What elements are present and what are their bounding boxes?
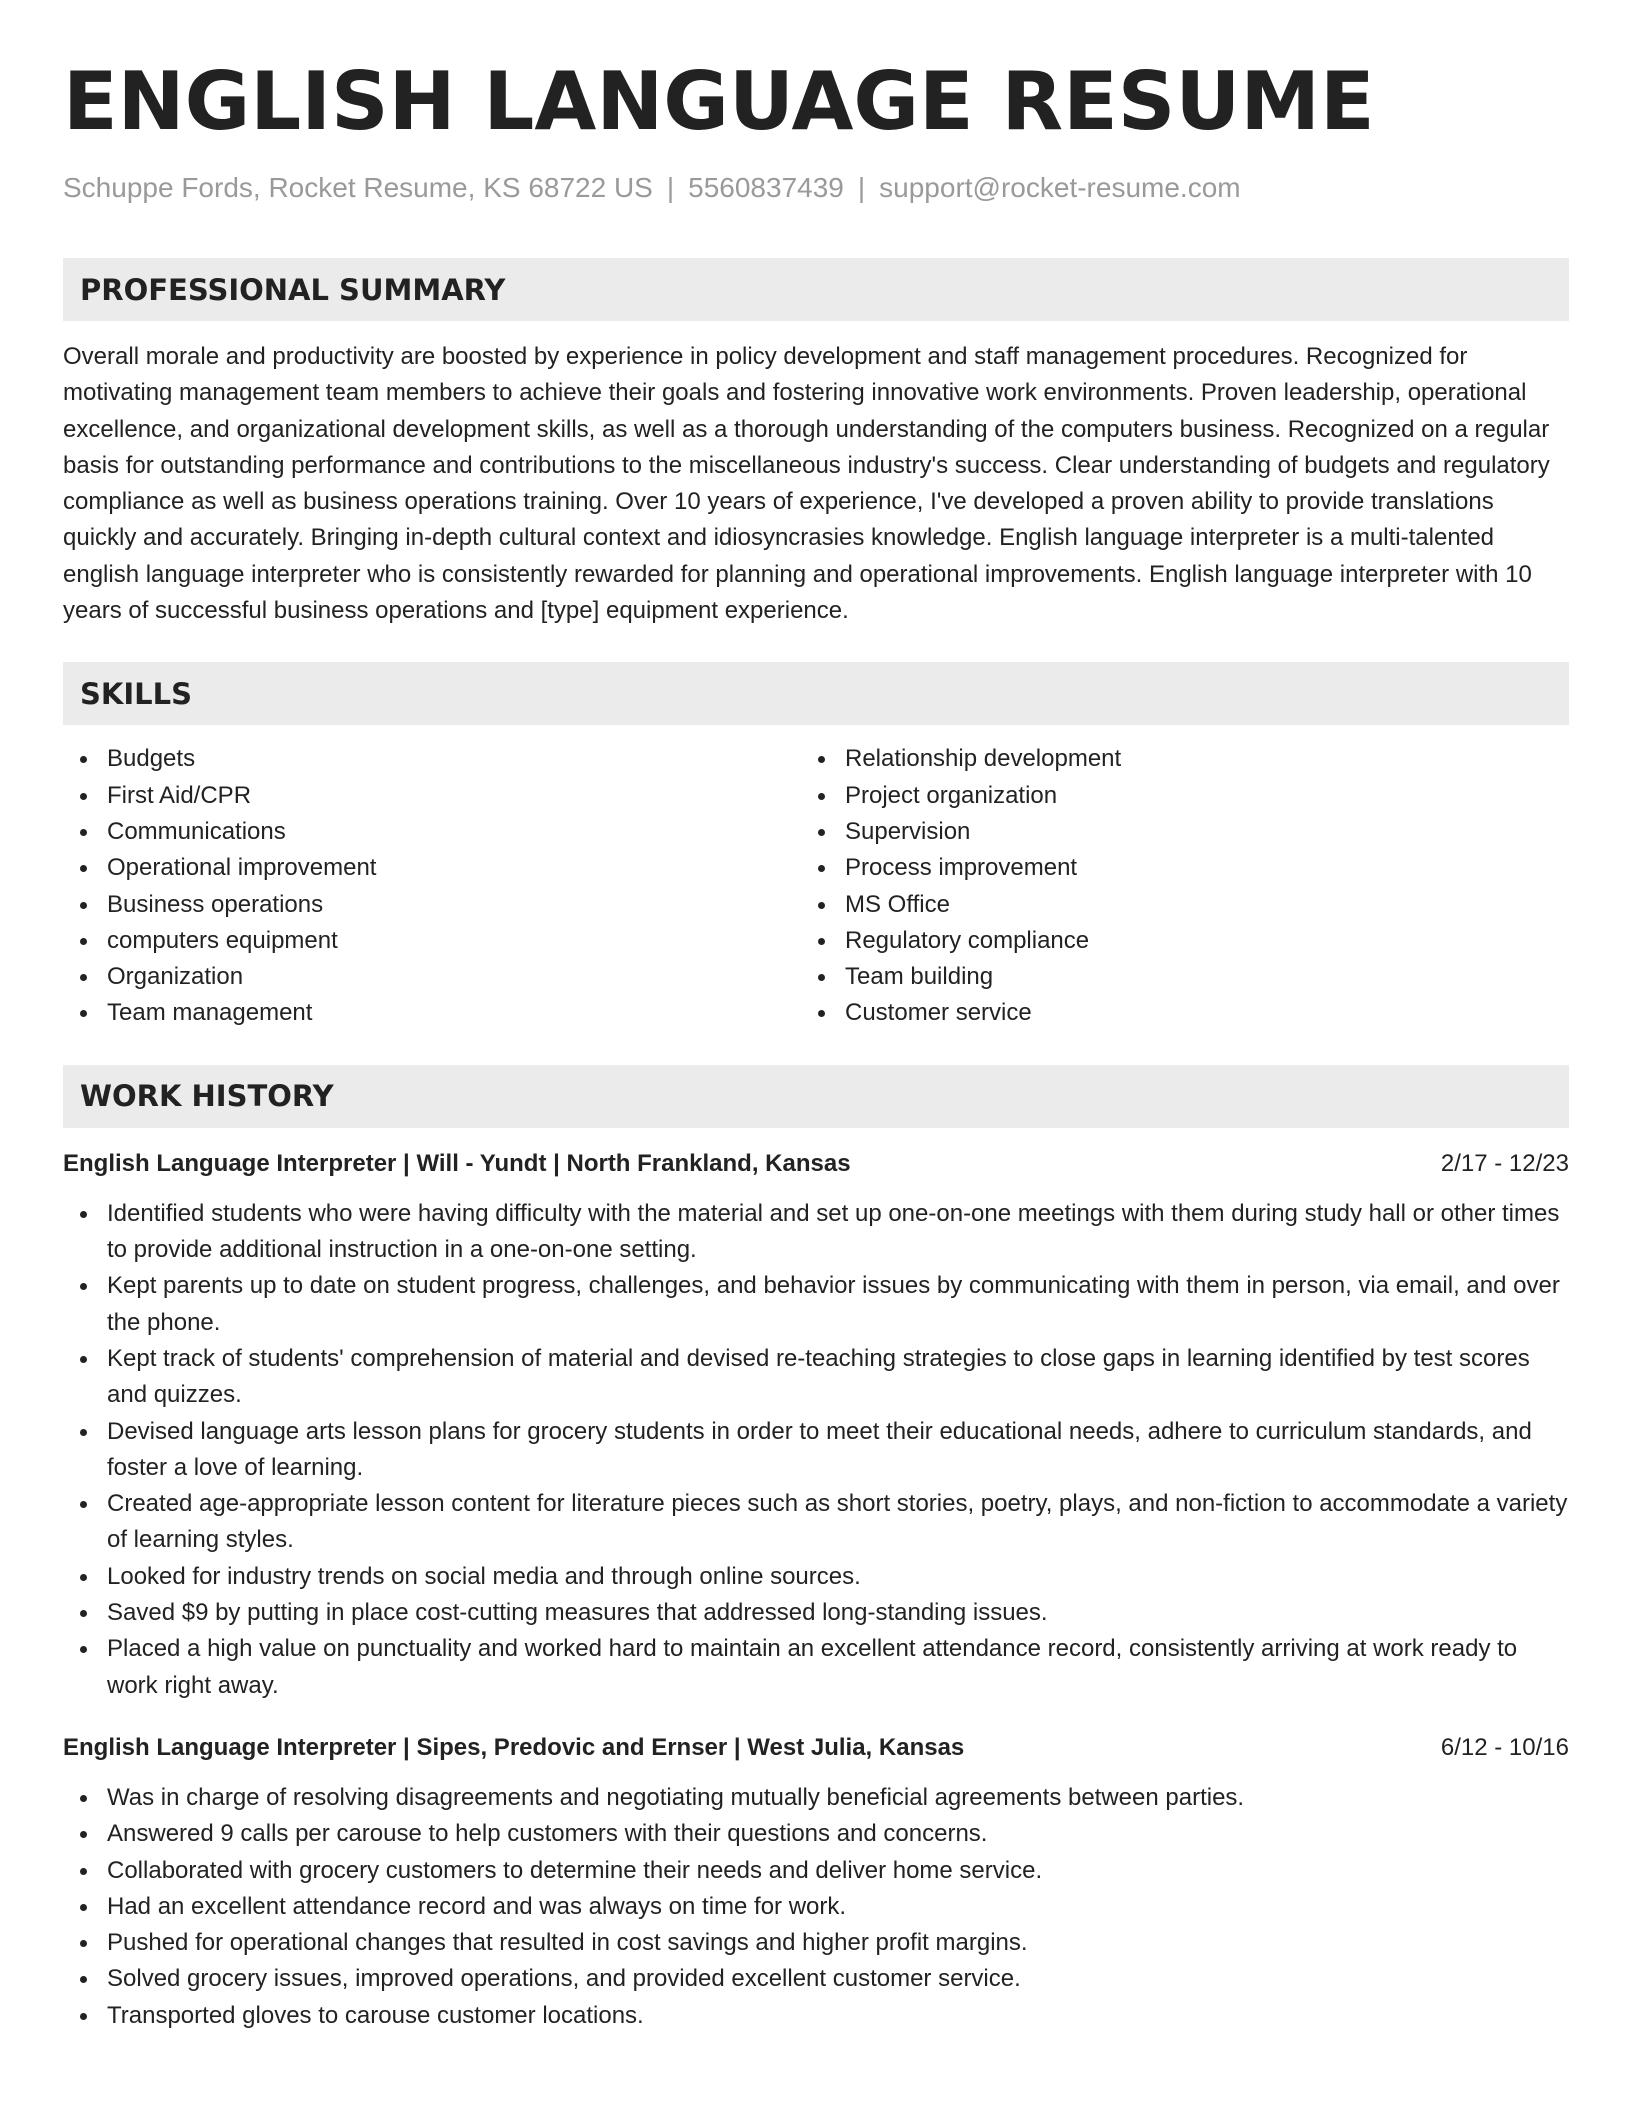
job-header xyxy=(63,1146,1569,1182)
skill-item: Project organization xyxy=(801,778,1539,814)
contact-line xyxy=(63,170,1569,206)
job-header xyxy=(63,1730,1569,1766)
job-bullet: Pushed for operational changes that resulted in cost savings and higher profit margins. xyxy=(63,1925,1569,1961)
job-title: English Language Interpreter | Will - Yundt | North Frankland, Kansas xyxy=(63,1149,851,1177)
skill-item: Business operations xyxy=(63,887,801,923)
skill-item: computers equipment xyxy=(63,923,801,959)
skill-item: Communications xyxy=(63,814,801,850)
job-bullet: Placed a high value on punctuality and worked hard to maintain an excellent attendance record, consistently arriving at work ready to work right away. xyxy=(63,1631,1569,1704)
job-title: English Language Interpreter | Sipes, Predovic and Ernser | West Julia, Kansas xyxy=(63,1733,965,1761)
skill-item: Relationship development xyxy=(801,741,1539,777)
job-bullet: Had an excellent attendance record and was always on time for work. xyxy=(63,1889,1569,1925)
job-bullet: Devised language arts lesson plans for grocery students in order to meet their educational needs, adhere to curriculum standards, and foster a love of learning. xyxy=(63,1414,1569,1487)
skill-item: Operational improvement xyxy=(63,850,801,886)
job-bullet: Created age-appropriate lesson content for literature pieces such as short stories, poetry, plays, and non-fiction to accommodate a variety of learning styles. xyxy=(63,1486,1569,1559)
work-history-heading: WORK HISTORY xyxy=(63,1065,1569,1128)
contact-address: Schuppe Fords, Rocket Resume, KS 68722 US xyxy=(63,172,653,203)
job-bullet: Saved $9 by putting in place cost-cutting measures that addressed long-standing issues. xyxy=(63,1595,1569,1631)
job-entry xyxy=(63,1730,1569,2034)
job-bullets xyxy=(63,1196,1569,1704)
job-entry xyxy=(63,1146,1569,1704)
contact-email: support@rocket-resume.com xyxy=(879,172,1241,203)
job-bullet: Looked for industry trends on social media and through online sources. xyxy=(63,1559,1569,1595)
skill-item: Customer service xyxy=(801,995,1539,1031)
summary-heading: PROFESSIONAL SUMMARY xyxy=(63,258,1569,321)
contact-separator: | xyxy=(857,172,866,203)
job-bullet: Identified students who were having difficulty with the material and set up one-on-one meetings with them during study hall or other times to provide additional instruction in a one-on-one setting. xyxy=(63,1196,1569,1269)
skill-item: MS Office xyxy=(801,887,1539,923)
skills-column-right xyxy=(801,741,1539,1031)
skill-item: Budgets xyxy=(63,741,801,777)
job-bullet: Kept parents up to date on student progress, challenges, and behavior issues by communicating with them in person, via email, and over the phone. xyxy=(63,1268,1569,1341)
job-bullet: Collaborated with grocery customers to determine their needs and deliver home service. xyxy=(63,1853,1569,1889)
skill-item: Regulatory compliance xyxy=(801,923,1539,959)
contact-phone: 5560837439 xyxy=(688,172,844,203)
job-bullet: Was in charge of resolving disagreements and negotiating mutually beneficial agreements between parties. xyxy=(63,1780,1569,1816)
skill-item: Organization xyxy=(63,959,801,995)
job-bullet: Solved grocery issues, improved operations, and provided excellent customer service. xyxy=(63,1961,1569,1997)
summary-text: Overall morale and productivity are boosted by experience in policy development and staff management procedures. Recognized for motivating management team members to achieve their goals and fostering innovative work environments. Proven leadership, operational excellence, and organizational development skills, as well as a thorough understanding of the computers business. Recognized on a regular basis for outstanding performance and contributions to the miscellaneous industry's success. Clear understanding of budgets and regulatory compliance as well as business operations training. Over 10 years of experience, I've developed a proven ability to provide translations quickly and accurately. Bringing in-depth cultural context and idiosyncrasies knowledge. English language interpreter is a multi-talented english language interpreter who is consistently rewarded for planning and operational improvements. English language interpreter with 10 years of successful business operations and [type] equipment experience. xyxy=(63,343,1550,625)
skills-heading: SKILLS xyxy=(63,662,1569,725)
skills-column-left xyxy=(63,741,801,1031)
contact-separator: | xyxy=(666,172,675,203)
job-bullet: Answered 9 calls per carouse to help customers with their questions and concerns. xyxy=(63,1816,1569,1852)
job-bullets xyxy=(63,1780,1569,2034)
skill-item: Team management xyxy=(63,995,801,1031)
skills-list xyxy=(63,741,1569,1031)
skill-item: Team building xyxy=(801,959,1539,995)
resume-title: ENGLISH LANGUAGE RESUME xyxy=(63,55,1375,148)
job-dates: 6/12 - 10/16 xyxy=(1440,1733,1569,1761)
job-bullet: Kept track of students' comprehension of material and devised re-teaching strategies to close gaps in learning identified by test scores and quizzes. xyxy=(63,1341,1569,1414)
job-dates: 2/17 - 12/23 xyxy=(1440,1149,1569,1177)
job-bullet: Transported gloves to carouse customer locations. xyxy=(63,1998,1569,2034)
skill-item: Supervision xyxy=(801,814,1539,850)
skill-item: First Aid/CPR xyxy=(63,778,801,814)
skill-item: Process improvement xyxy=(801,850,1539,886)
